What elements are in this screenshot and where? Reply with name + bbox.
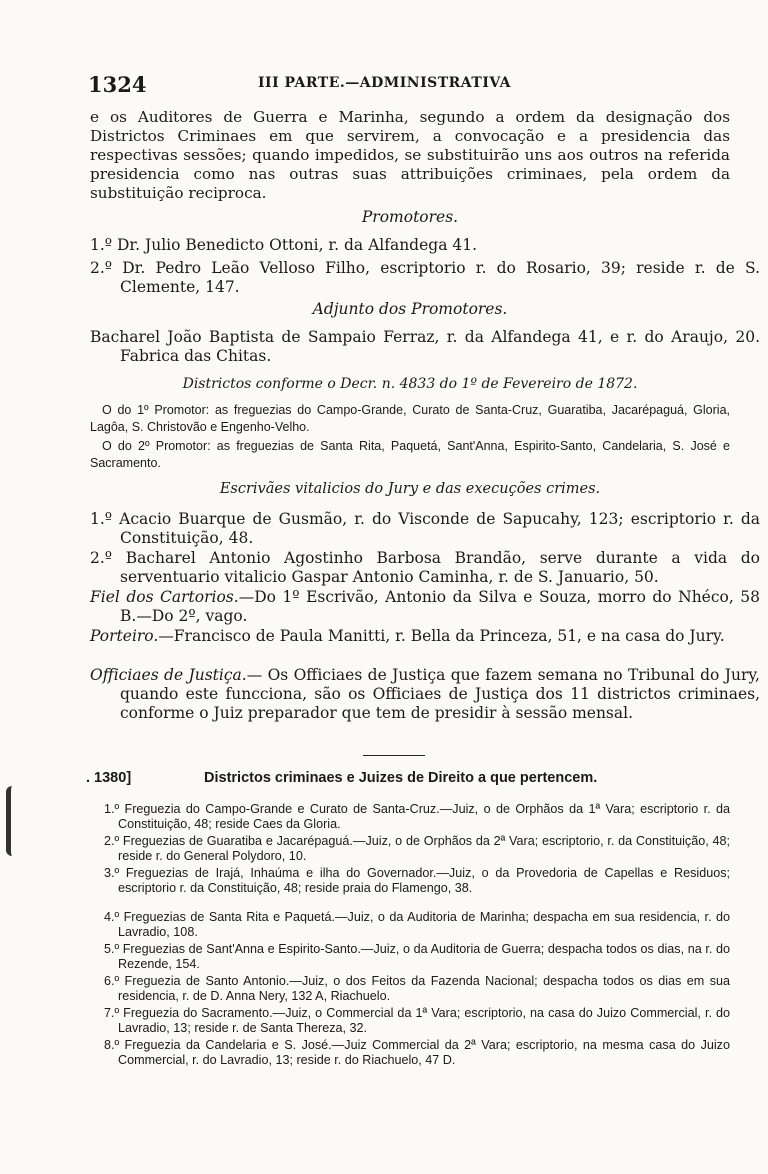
porteiro-paragraph (90, 627, 760, 646)
list-item: 8.º Freguezia da Candelaria e S. José.—Juiz Commercial da 2ª Vara; escriptorio, na mesma casa do Juizo Commercial, r. do Lavradio, 13; reside r. do Riachuelo, 47 D. (104, 1038, 730, 1067)
list-item: 3.º Freguezias de Irajá, Inhaúma e ilha do Governador.—Juiz, o da Provedoria de Capellas e Residuos; escriptorio r. da Constituição, 48; reside praia do Flamengo, 38. (104, 866, 730, 895)
section-title: Districtos criminaes e Juizes de Direito a que pertencem. (204, 770, 598, 786)
list-item: 4.º Freguezias de Santa Rita e Paquetá.—Juiz, o da Auditoria de Marinha; despacha em sua residencia, r. do Lavradio, 108. (104, 910, 730, 939)
list-item: 1.º Freguezia do Campo-Grande e Curato de Santa-Cruz.—Juiz, o de Orphãos da 1ª Vara; escriptorio r. da Constituição, 48; reside Caes da Gloria. (104, 802, 730, 831)
porteiro-label: Porteiro. (90, 627, 159, 645)
page-number: 1324 (88, 72, 147, 97)
fiel-label: Fiel dos Cartorios. (90, 588, 239, 606)
officiaes-label: Officiaes de Justiça. (90, 666, 247, 684)
promotor-item-1: 1.º Dr. Julio Benedicto Ottoni, r. da Alfandega 41. (90, 236, 478, 254)
adjunto-text: Bacharel João Baptista de Sampaio Ferraz, r. da Alfandega 41, e r. do Araujo, 20. Fabrica das Chitas. (90, 328, 760, 365)
escrivao-item-2: 2.º Bacharel Antonio Agostinho Barbosa Brandão, serve durante a vida do serventuario vitalicio Gaspar Antonio Caminha, r. de S. Januario, 50. (90, 549, 760, 586)
fiel-paragraph (90, 588, 760, 626)
officiaes-text: — Os Officiaes de Justiça que fazem semana no Tribunal do Jury, quando este funcciona, são os Officiaes de Justiça dos 11 districtos criminaes, conforme o Juiz preparador que tem de presidir à sessão mensal. (120, 666, 760, 722)
section-number: . 1380] (86, 770, 132, 786)
list-item: 5.º Freguezias de Sant'Anna e Espirito-Santo.—Juiz, o da Auditoria de Guerra; despacha todos os dias, na r. do Rezende, 154. (104, 942, 730, 971)
promotor-item-2: 2.º Dr. Pedro Leão Velloso Filho, escriptorio r. do Rosario, 39; reside r. de S. Clemente, 147. (90, 259, 760, 296)
list-item: 2.º Freguezias de Guaratiba e Jacarépaguá.—Juiz, o de Orphãos da 2ª Vara; escriptorio, r. da Constituição, 48; reside r. do General Polydoro, 10. (104, 834, 730, 863)
page-header (88, 72, 738, 98)
escrivao-item-1: 1.º Acacio Buarque de Gusmão, r. do Visconde de Sapucahy, 123; escriptorio r. da Constituição, 48. (90, 510, 760, 547)
section-divider (363, 755, 425, 756)
intro-paragraph: e os Auditores de Guerra e Marinha, segundo a ordem da designação dos Districtos Criminaes em que servirem, a convocação e a presidencia das respectivas sessões; quando impedidos, se substituirão uns aos outros na referida presidencia como nas outras suas attribuições criminaes, pela ordem da substituição reciproca. (90, 108, 730, 202)
escrivaes-heading: Escrivães vitalicios do Jury e das execuções crimes. (219, 481, 601, 497)
districto-1-paragraph: O do 1º Promotor: as freguezias do Campo-Grande, Curato de Santa-Cruz, Guaratiba, Jacarépaguá, Gloria, Lagôa, S. Christovão e Engenho-Velho. (90, 403, 730, 434)
margin-bracket-mark (6, 786, 27, 856)
districto-2-paragraph: O do 2º Promotor: as freguezias de Santa Rita, Paquetá, Sant'Anna, Espirito-Santo, Candelaria, S. José e Sacramento. (90, 439, 730, 470)
list-item: 7.º Freguezia do Sacramento.—Juiz, o Commercial da 1ª Vara; escriptorio, na casa do Juizo Commercial, r. do Lavradio, 13; reside r. de Santa Thereza, 32. (104, 1006, 730, 1035)
officiaes-paragraph (90, 666, 760, 723)
districtos-heading: Districtos conforme o Decr. n. 4833 do 1º de Fevereiro de 1872. (182, 376, 638, 392)
adjunto-heading: Adjunto dos Promotores. (312, 300, 508, 318)
promotores-heading: Promotores. (361, 208, 459, 226)
porteiro-text: —Francisco de Paula Manitti, r. Bella da Princeza, 51, e na casa do Jury. (158, 627, 725, 645)
fiel-text: —Do 1º Escrivão, Antonio da Silva e Souza, morro do Nhéco, 58 B.—Do 2º, vago. (120, 588, 760, 625)
running-title: III PARTE.—ADMINISTRATIVA (258, 75, 512, 91)
list-item: 6.º Freguezia de Santo Antonio.—Juiz, o dos Feitos da Fazenda Nacional; despacha todos os dias em sua residencia, r. de D. Anna Nery, 132 A, Riachuelo. (104, 974, 730, 1003)
